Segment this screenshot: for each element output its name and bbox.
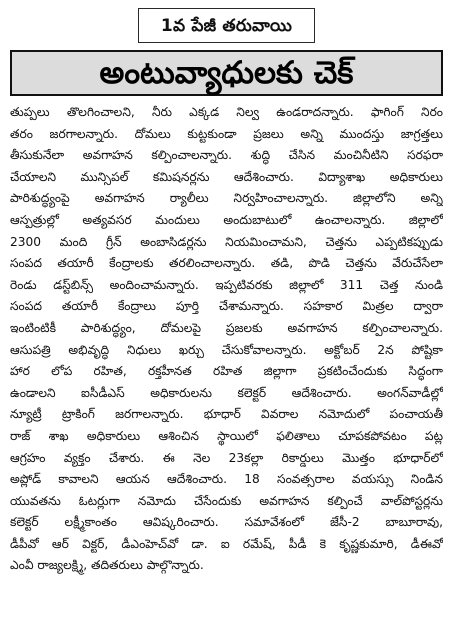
article-line: తరం జరగాలన్నారు. దోమలు కుట్టకుండా ప్రజలు అన్ని ముందస్తు జాగ్రత్తలు — [10, 126, 443, 141]
article-line: ఆసుపత్రి అభివృద్ధి నిధులు ఖర్చు చేసుకోవాలన్నారు. అక్టోబర్ 2న పోష్టికా — [10, 342, 443, 357]
article-line: హార లోప రహిత, రక్తహీనత రహిత జిల్లాగా ప్రకటించేందుకు సిద్ధంగా — [10, 364, 443, 379]
article-line: సంపద తయారీ కేంద్రాలు పూర్తి చేశామన్నారు. సహకార మిత్రల ద్వారా — [10, 299, 443, 314]
article-line: తుప్పలు తొలగించాలని, నీరు ఎక్కడ నిల్వ ఉండరాదన్నారు. ఫాగింగ్ నిరం — [10, 105, 443, 119]
article-line: ఆగ్రహం వ్యక్తం చేశారు. ఈ నెల 23కల్లా రికార్డులు మొత్తం భూధార్‌లో — [10, 450, 443, 465]
article-body — [10, 102, 443, 577]
article-line: పారిశుద్ధ్యంపై అవగాహన ర్యాలీలు నిర్వహించాలన్నారు. జిల్లాలోని అన్ని — [10, 191, 443, 206]
headline: అంటువ్యాధులకు చెక్ — [10, 50, 443, 96]
article-line: ఇంటింటికీ పారిశుద్ధ్యం, దోమలపై ప్రజలకు అవగాహన కల్పించాలన్నారు. — [10, 320, 443, 335]
continuation-kicker: 1వ పేజీ తరువాయి — [138, 8, 315, 43]
article-line: న్యూట్రీ ట్రాకింగ్ జరగాలన్నారు. భూధార్ వివరాల నమోదులో పంచాయతీ — [10, 407, 443, 422]
article-line: ఆస్పత్రుల్లో అత్యవసర మందులు అందుబాటులో ఉంచాలన్నారు. జిల్లాలో — [10, 212, 443, 227]
article-line: ఉండాలని ఐసీడీఎస్ అధికారులను కలెక్టర్ ఆదేశించారు. అంగన్‌వాడీల్లో — [10, 385, 443, 400]
article-line: రెండు డస్ట్‌బిన్స్ అందించామన్నారు. ఇప్పటివరకు జిల్లాలో 311 చెత్త నుండి — [10, 277, 443, 292]
article-line: చేయాలని మున్సిపల్ కమిషనర్లను ఆదేశించారు. విద్యాశాఖ అధికారులు — [10, 169, 443, 184]
article-line-last: ఎంవీ రాజ్యలక్ష్మి, తదితరులు పాల్గొన్నారు. — [10, 558, 204, 573]
article-line: కలెక్టర్ లక్ష్మీకాంతం ఆవిష్కరించారు. సమావేశంలో జేసీ-2 బాబూరావు, — [10, 515, 443, 530]
article-line: 2300 మంది గ్రీన్ అంబాసిడర్లను నియమించామని, చెత్తను ఎప్పటికప్పుడు — [10, 234, 443, 249]
article-line: యువతను ఓటర్లుగా నమోదు చేసేందుకు అవగాహన కల్పించే వాల్‌పోస్టర్లను — [10, 493, 443, 508]
article-line: తీసుకునేలా అవగాహన కల్పించాలన్నారు. శుద్ధి చేసిన మంచినీటిని సరఫరా — [10, 148, 443, 163]
article-line: రాజ్ శాఖ అధికారులు ఆశించిన స్థాయిలో ఫలితాలు చూపకపోవటం పట్ల — [10, 428, 443, 443]
kicker-wrap — [10, 8, 443, 43]
article-line: డీపీవో ఆర్ విక్టర్, డీఎంహెచ్‌వో డా. ఐ రమేష్, పీడీ కె కృష్ణకుమారి, డీఈవో — [10, 536, 443, 551]
article-line: సంపద తయారీ కేంద్రాలకు తరలించాలన్నారు. తడి, పొడి చెత్తను వేరుచేసేలా — [10, 256, 443, 271]
article-line: అప్లోడ్ కావాలని ఆయన ఆదేశించారు. 18 సంవత్సరాల వయస్సు నిండిన — [10, 472, 443, 487]
